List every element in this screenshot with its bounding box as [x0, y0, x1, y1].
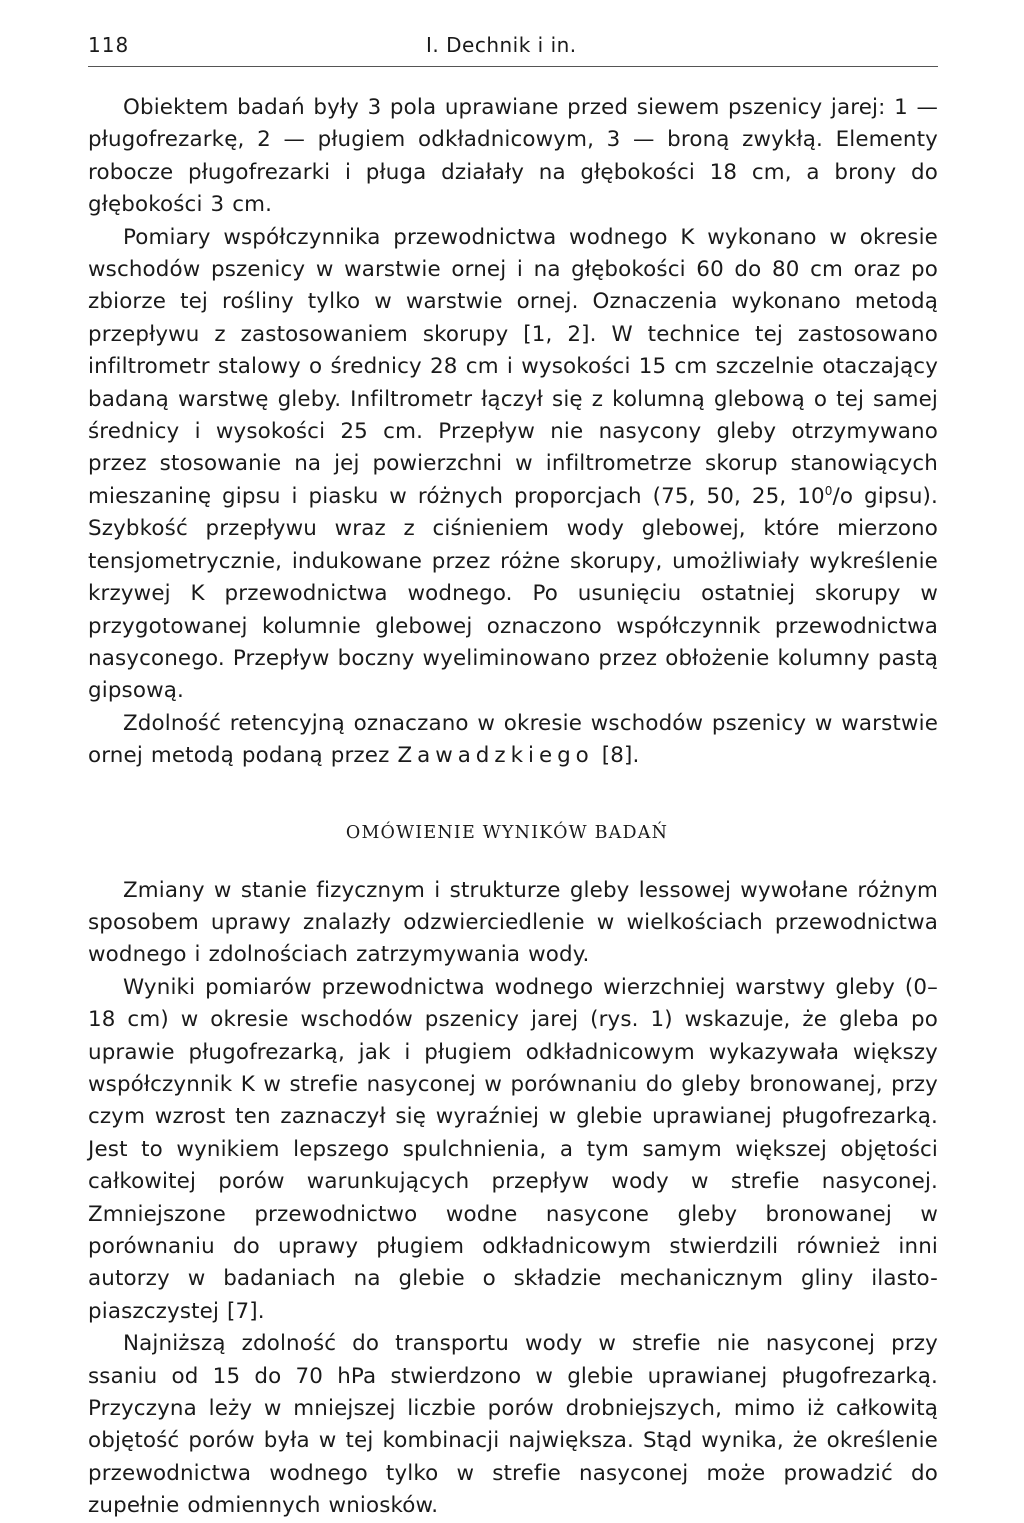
paragraph-study-fields: Obiektem badań były 3 pola uprawiane przed siewem pszenicy jarej: 1 — pługofrezarkę, 2 — pługiem odkładnicowym, 3 — broną zwykłą. Elementy robocze pługofrezarki i pługa działały na głębokości 18 cm, a brony do głębokości 3 cm. — [88, 95, 938, 218]
paragraph-text: Zdolność retencyjną oznaczano w okresie wschodów pszenicy w warstwie ornej metodą podaną przez — [88, 710, 938, 769]
superscript: 0 — [824, 483, 833, 498]
paragraph-retention — [88, 708, 938, 773]
paragraph-lowest-capacity: Najniższą zdolność do transportu wody w strefie nie nasyconej przy ssaniu od 15 do 70 hPa stwierdzono w glebie uprawianej pługofrezarką. Przyczyna leży w mniejszej liczbie porów drobniejszych, mimo iż całkowitą objętość porów była w tej kombinacji największa. Stąd wynika, że określenie przewodnictwa wodnego tylko w strefie nasyconej może prowadzić do zupełnie odmiennych wniosków. — [88, 1331, 938, 1519]
body-text — [88, 92, 938, 1523]
page-number: 118 — [88, 33, 130, 57]
paragraph-text: [8]. — [593, 743, 640, 769]
running-title: I. Dechnik i in. — [426, 33, 577, 57]
header-rule — [88, 66, 938, 67]
paragraph-text: Pomiary współczynnika przewodnictwa wodnego K wykonano w okresie wschodów pszenicy w warstwie ornej i na głębokości 60 do 80 cm oraz po zbiorze tej rośliny tylko w warstwie ornej. Oznaczenia wykonano metodą przepływu z zastosowaniem skorupy [1, 2]. W technice tej zastosowano infiltrometr stalowy o średnicy 28 cm i wysokości 15 cm szczelnie otaczający badaną warstwę gleby. Infiltrometr łączył się z kolumną glebową o tej samej średnicy i wysokości 25 cm. Przepływ nie nasycony gleby otrzymywano przez stosowanie na jej powierzchni w infiltrometrze skorup stanowiących mieszaninę gipsu i piasku w różnych proporcjach (75, 50, 25, 10 — [88, 224, 938, 509]
paragraph-results: Wyniki pomiarów przewodnictwa wodnego wierzchniej warstwy gleby (0–18 cm) w okresie wschodów pszenicy jarej (rys. 1) wskazuje, że gleba po uprawie pługofrezarką, jak i pługiem odkładnicowym wykazywała większy współczynnik K w strefie nasyconej w porównaniu do gleby bronowanej, przy czym wzrost ten zaznaczył się wyraźniej w glebie uprawianej pługofrezarką. Jest to wynikiem lepszego spulchnienia, a tym samym większej objętości całkowitej porów warunkujących przepływ wody w strefie nasyconej. Zmniejszone przewodnictwo wodne nasycone gleby bronowanej w porównaniu do uprawy pługiem odkładnicowym stwierdzili również inni autorzy w badaniach na glebie o składzie mechanicznym gliny ilasto-piaszczystej [7]. — [88, 974, 938, 1324]
paragraph-text: /o gipsu). Szybkość przepływu wraz z ciśnieniem wody glebowej, które mierzono tensjometrycznie, indukowane przez różne skorupy, umożliwiały wykreślenie krzywej K przewodnictwa wodnego. Po usunięciu ostatniej skorupy w przygotowanej kolumnie glebowej oznaczono współczynnik przewodnictwa nasyconego. Przepływ boczny wyeliminowano przez obłożenie kolumny pastą gipsową. — [88, 483, 938, 704]
section-heading: OMÓWIENIE WYNIKÓW BADAŃ — [345, 822, 669, 843]
paragraph-changes: Zmiany w stanie fizycznym i strukturze gleby lessowej wywołane różnym sposobem uprawy znalazły odzwierciedlenie w wielkościach przewodnictwa wodnego i zdolnościach zatrzymywania wody. — [88, 877, 938, 968]
document-page — [88, 28, 938, 1523]
running-header — [88, 28, 938, 62]
author-name: Zawadzkiego — [397, 743, 594, 769]
paragraph-measurement-method — [88, 222, 938, 708]
